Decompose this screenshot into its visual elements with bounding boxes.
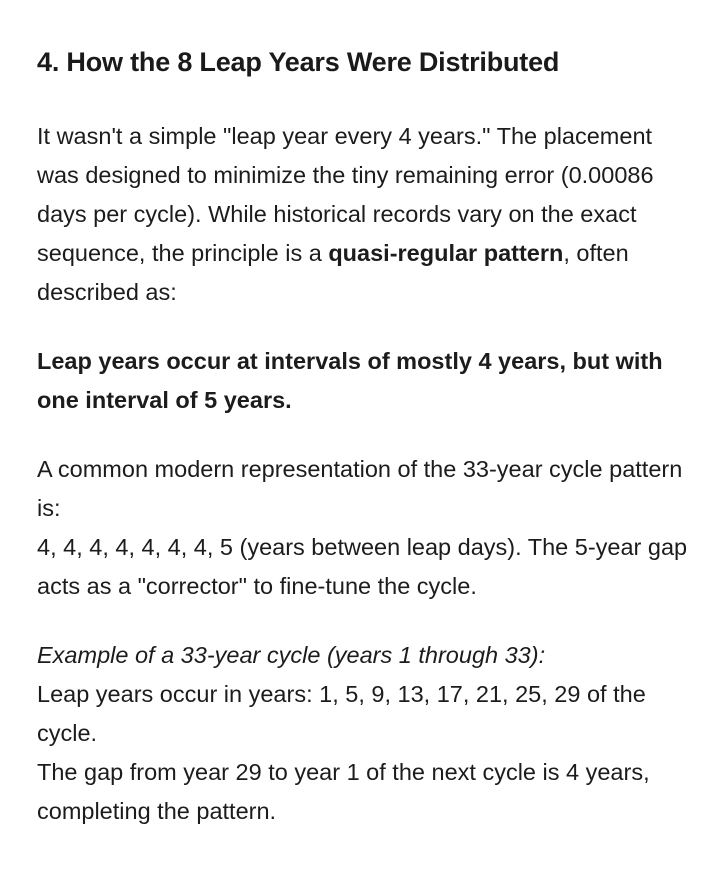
example-paragraph — [37, 636, 690, 831]
intro-text-before: It wasn't a simple "leap year every 4 years." The placement was designed to minimize the tiny remaining error (0.00086 days per cycle). While historical records vary on the exact sequence, the principle is a — [37, 123, 654, 266]
cycle-pattern-paragraph — [37, 450, 690, 606]
quasi-regular-pattern-emphasis: quasi-regular pattern — [328, 240, 564, 266]
section-heading: 4. How the 8 Leap Years Were Distributed — [37, 47, 560, 77]
intro-paragraph — [37, 117, 690, 312]
example-gap-note: The gap from year 29 to year 1 of the next cycle is 4 years, completing the pattern. — [37, 759, 650, 824]
cycle-pattern-sequence: 4, 4, 4, 4, 4, 4, 4, 5 (years between leap days). The 5-year gap acts as a "corrector" to fine-tune the cycle. — [37, 534, 688, 599]
cycle-pattern-intro: A common modern representation of the 33-year cycle pattern is: — [37, 456, 683, 521]
interval-rule-paragraph: Leap years occur at intervals of mostly 4 years, but with one interval of 5 years. — [37, 348, 663, 413]
example-leap-years: Leap years occur in years: 1, 5, 9, 13, 17, 21, 25, 29 of the cycle. — [37, 681, 646, 746]
example-title: Example of a 33-year cycle (years 1 through 33): — [37, 642, 546, 668]
intro-text-after: , often described as: — [37, 240, 629, 305]
